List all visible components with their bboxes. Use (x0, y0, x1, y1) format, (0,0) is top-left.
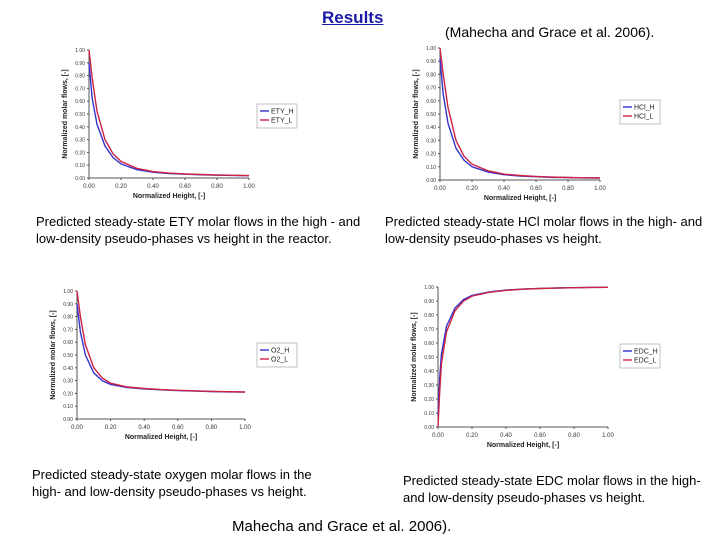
caption-ety: Predicted steady-state ETY molar flows in the high - and low-density pseudo-phases vs height in the reactor. (36, 214, 361, 246)
x-tick-label: 1.00 (239, 425, 251, 431)
y-tick-label: 0.40 (424, 369, 434, 375)
legend-label: EDC_H (634, 348, 658, 356)
y-tick-label: 0.50 (63, 353, 73, 359)
y-tick-label: 0.90 (63, 301, 73, 308)
y-tick-label: 0.60 (63, 340, 73, 347)
y-tick-label: 0.20 (424, 397, 434, 403)
series-line-edc_l (438, 287, 608, 427)
caption-hcl: Predicted steady-state HCl molar flows in the high- and low-density pseudo-phases vs height. (385, 214, 703, 246)
x-tick-label: 0.20 (466, 186, 478, 192)
series-line-hcl_l (440, 48, 600, 178)
y-tick-label: 0.70 (424, 327, 434, 333)
y-tick-label: 0.00 (75, 176, 85, 182)
y-tick-label: 0.10 (75, 163, 85, 170)
y-tick-label: 0.30 (75, 137, 85, 144)
y-tick-label: 1.00 (426, 46, 436, 52)
x-tick-label: 0.20 (466, 433, 478, 439)
y-tick-label: 0.90 (426, 59, 436, 66)
y-tick-label: 0.40 (75, 124, 85, 131)
x-tick-label: 0.00 (83, 184, 95, 190)
legend-label: O2_H (271, 347, 290, 355)
legend-label: ETY_L (271, 117, 293, 125)
y-tick-label: 0.80 (75, 73, 85, 80)
y-tick-label: 1.00 (63, 289, 73, 295)
y-tick-label: 0.20 (63, 391, 73, 398)
x-tick-label: 1.00 (594, 186, 606, 192)
y-tick-label: 0.40 (63, 365, 73, 372)
series-line-o2_h (77, 304, 245, 392)
x-tick-label: 0.80 (568, 433, 580, 439)
y-tick-label: 0.30 (424, 383, 434, 389)
x-tick-label: 0.40 (498, 186, 510, 192)
series-line-o2_l (77, 291, 245, 392)
y-axis-label: Normalized molar flows, [-] (411, 312, 418, 402)
x-tick-label: 1.00 (602, 433, 614, 439)
x-tick-label: 0.20 (104, 425, 117, 431)
x-tick-label: 0.60 (171, 425, 184, 431)
legend-label: HCl_H (634, 104, 655, 112)
x-axis-label: Normalized Height, [-] (132, 193, 206, 200)
y-tick-label: 0.20 (75, 150, 85, 157)
y-tick-label: 0.70 (426, 85, 436, 92)
y-axis-label: Normalized molar flows, [-] (62, 69, 69, 159)
y-tick-label: 0.90 (424, 299, 434, 305)
x-tick-label: 0.60 (530, 186, 542, 192)
slide-title: Results (322, 8, 384, 27)
citation-top: (Mahecha and Grace et al. 2006). (445, 24, 655, 40)
x-tick-label: 0.00 (432, 433, 444, 439)
y-tick-label: 1.00 (75, 48, 85, 54)
y-tick-label: 0.40 (426, 125, 436, 132)
y-tick-label: 0.80 (63, 314, 73, 321)
x-tick-label: 0.60 (534, 433, 546, 439)
y-tick-label: 0.00 (63, 417, 73, 423)
y-axis-label: Normalized molar flows, [-] (413, 69, 420, 159)
x-tick-label: 0.80 (205, 425, 218, 431)
y-axis-label: Normalized molar flows, [-] (50, 310, 57, 400)
legend-label: ETY_H (271, 108, 294, 116)
y-tick-label: 0.10 (424, 411, 434, 417)
legend-label: O2_L (271, 356, 289, 364)
y-tick-label: 0.30 (63, 378, 73, 385)
edc-chart (408, 282, 683, 449)
y-tick-label: 0.90 (75, 60, 85, 67)
y-tick-label: 0.50 (75, 112, 85, 118)
ety-chart (55, 42, 315, 204)
caption-edc: Predicted steady-state EDC molar flows in the high- and low-density pseudo-phases vs height. (403, 473, 701, 505)
x-tick-label: 0.40 (138, 425, 151, 431)
citation-bottom: Mahecha and Grace et al. 2006). (232, 518, 452, 535)
caption-oxygen: Predicted steady-state oxygen molar flows in the high- and low-density pseudo-phases vs height. (32, 467, 312, 499)
y-tick-label: 0.00 (424, 425, 434, 431)
y-tick-label: 1.00 (424, 285, 434, 291)
legend-label: HCl_L (634, 113, 654, 121)
x-axis-label: Normalized Height, [-] (483, 195, 557, 202)
series-line-edc_h (438, 287, 608, 416)
x-tick-label: 0.60 (179, 184, 191, 190)
y-tick-label: 0.70 (75, 86, 85, 93)
x-tick-label: 0.20 (115, 184, 127, 190)
y-tick-label: 0.80 (426, 72, 436, 79)
series-line-ety_h (89, 63, 249, 176)
y-tick-label: 0.80 (424, 313, 434, 319)
x-tick-label: 0.40 (500, 433, 512, 439)
y-tick-label: 0.00 (426, 178, 436, 184)
x-tick-label: 0.80 (211, 184, 223, 190)
y-tick-label: 0.30 (426, 138, 436, 145)
x-axis-label: Normalized Height, [-] (486, 442, 560, 449)
x-tick-label: 0.40 (147, 184, 159, 190)
y-tick-label: 0.70 (63, 327, 73, 334)
x-tick-label: 0.80 (562, 186, 574, 192)
y-tick-label: 0.60 (75, 99, 85, 106)
x-tick-label: 1.00 (243, 184, 255, 190)
o2-chart (45, 283, 320, 445)
y-tick-label: 0.10 (426, 164, 436, 171)
y-tick-label: 0.60 (424, 341, 434, 347)
hcl-chart (410, 40, 670, 202)
x-tick-label: 0.00 (434, 186, 446, 192)
legend-label: EDC_L (634, 357, 657, 365)
x-tick-label: 0.00 (71, 425, 83, 431)
y-tick-label: 0.50 (424, 355, 434, 361)
y-tick-label: 0.50 (426, 112, 436, 118)
x-axis-label: Normalized Height, [-] (124, 434, 198, 441)
series-line-hcl_h (440, 59, 600, 178)
y-tick-label: 0.10 (63, 404, 73, 411)
y-tick-label: 0.20 (426, 151, 436, 158)
y-tick-label: 0.60 (426, 98, 436, 105)
